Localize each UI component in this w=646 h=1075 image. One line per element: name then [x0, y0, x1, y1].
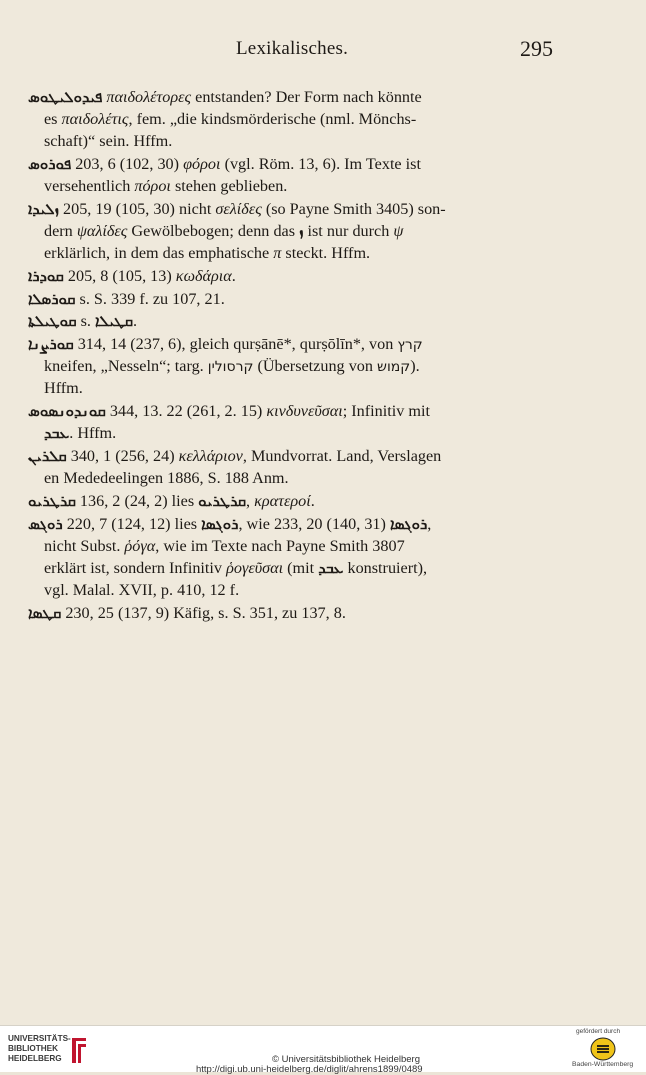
entry-line [28, 265, 564, 287]
entry-line [28, 333, 564, 355]
syriac-term: ܪܘܓܣܐ [389, 514, 428, 533]
hebrew-term: קרסולין [207, 359, 254, 376]
syriac-term: ܦܝܕܘܠܝܛܘܣ [28, 88, 103, 106]
entry-line [28, 175, 564, 197]
entry-line [28, 153, 564, 175]
entry-text: 220, 7 (124, 12) lies [62, 514, 202, 533]
entry-text: ist nur durch [303, 222, 394, 241]
lexicon-entry [28, 400, 564, 444]
syriac-term: ܩܪܛܪܝܘ [198, 491, 247, 510]
entry-text: , [246, 491, 255, 510]
entry-text: nicht Subst. [44, 536, 125, 555]
lexicon-entry [28, 86, 564, 153]
library-emblem-icon [68, 1036, 90, 1066]
sponsor-name: Baden-Württemberg [572, 1061, 634, 1068]
entry-line [28, 579, 564, 601]
entry-text: . [310, 491, 315, 510]
syriac-term: ܩܠܪܝܢ [28, 447, 67, 465]
entry-text: . [133, 312, 138, 331]
entry-line [28, 198, 564, 220]
entry-line [28, 220, 564, 242]
syriac-term: ܥܒܕ [318, 558, 344, 577]
entry-text: (Übersetzung von [253, 357, 378, 376]
page-number: 295 [520, 36, 553, 61]
lexicon-entry [28, 310, 564, 332]
entry-text: erklärt ist, sondern Infinitiv [44, 558, 227, 577]
greek-term: ῥόγα [124, 536, 156, 555]
entry-text: (so Payne Smith 3405) son- [261, 199, 446, 218]
syriac-term: ܙܠܝܕܐ [28, 199, 59, 218]
entry-line [28, 422, 564, 444]
viewer-footer [0, 1025, 646, 1075]
entry-text: , wie 233, 20 (140, 31) [238, 514, 390, 533]
sponsor-block [572, 1028, 642, 1070]
syriac-term: ܪܘܓܣܐ [201, 514, 239, 533]
entry-text: konstruiert), [343, 558, 428, 577]
entry-text: en Mededeelingen 1886, S. 188 Anm. [44, 469, 289, 488]
syriac-term: ܙ [299, 222, 304, 241]
syriac-term: ܩܘܪܣܠܐ [28, 289, 76, 308]
entry-text: 203, 6 (102, 30) [71, 155, 184, 174]
entry-text: 230, 25 (137, 9) Käfig, s. S. 351, zu 137, 8. [61, 603, 346, 622]
hebrew-term: קרץ [397, 337, 423, 354]
entry-line [28, 355, 564, 377]
greek-term: ψαλίδες [76, 222, 128, 241]
entry-text: , wie im Texte nach Payne Smith 3807 [155, 536, 405, 555]
lexicon-entry [28, 513, 564, 602]
greek-term: κελλάριον [178, 447, 243, 465]
greek-term: φόροι [183, 155, 221, 174]
greek-term: π [273, 244, 282, 263]
entry-text: steckt. Hffm. [281, 244, 371, 263]
entry-text: (mit [283, 558, 319, 577]
entry-text: 340, 1 (256, 24) [66, 447, 179, 465]
entry-text: vgl. Malal. XVII, p. 410, 12 f. [44, 581, 240, 600]
entry-line [28, 513, 564, 535]
entry-text: 344, 13. 22 (261, 2. 15) [105, 402, 267, 421]
entry-text: entstanden? Der Form nach könnte [191, 88, 422, 106]
entry-text: versehentlich [44, 177, 135, 196]
lexicon-entry [28, 490, 564, 512]
entry-line [28, 310, 564, 332]
syriac-term: ܩܘܪܨܢܐ [28, 335, 74, 354]
syriac-term: ܩܛܝܠܐ [95, 312, 134, 331]
entry-text: . [231, 267, 236, 285]
entry-text: 314, 14 (237, 6), gleich qurṣānē*, qurṣōlīn*, von [73, 335, 398, 354]
entry-line [28, 602, 564, 624]
entry-text: 136, 2 (24, 2) lies [75, 491, 199, 510]
entry-text: kneifen, „Nesseln“; targ. [44, 357, 208, 376]
entry-text: stehen geblieben. [170, 177, 288, 196]
running-title: Lexikalisches. [236, 38, 349, 59]
greek-term: σελίδες [215, 199, 262, 218]
syriac-term: ܦܘܪܘܣ [28, 155, 72, 174]
entry-line [28, 490, 564, 512]
lexicon-entry [28, 333, 564, 400]
syriac-term: ܪܘܓܣ [28, 514, 63, 533]
lexicon-entry [28, 445, 564, 489]
lexicon-entry [28, 265, 564, 287]
greek-term: κωδάρια [175, 267, 232, 285]
entry-text: ). [410, 357, 420, 376]
lexicon-entries [28, 86, 564, 625]
page-header [0, 38, 646, 68]
syriac-term: ܥܒܕ [44, 424, 70, 443]
entry-line [28, 535, 564, 557]
syriac-term: ܩܘܢܕܘܢܣܘܣ [28, 402, 106, 421]
copyright-text: © Universitätsbibliothek Heidelberg [272, 1054, 420, 1065]
permalink[interactable]: http://digi.ub.uni-heidelberg.de/diglit/ahrens1899/0489 [196, 1064, 423, 1075]
greek-term: πόροι [134, 177, 171, 196]
greek-term: ψ [393, 222, 404, 241]
greek-term: κρατεροί [254, 491, 311, 510]
greek-term: ῥογεῦσαι [226, 558, 284, 577]
entry-text: , fem. „die kindsmörderische (nml. Mönchs- [128, 110, 417, 129]
entry-text: , [427, 514, 432, 533]
entry-text: (vgl. Röm. 13, 6). Im Texte ist [220, 155, 421, 174]
greek-term: παιδολέτις [61, 110, 129, 129]
entry-text: es [44, 110, 62, 129]
greek-term: παιδολέτορες [106, 88, 192, 106]
syriac-term: ܩܛܣܐ [28, 603, 62, 622]
lexicon-entry [28, 153, 564, 197]
state-coat-of-arms-icon [590, 1037, 616, 1061]
entry-text: Hffm. [44, 379, 83, 398]
lexicon-entry [28, 602, 564, 624]
lexicon-entry [28, 198, 564, 265]
entry-text: s. S. 339 f. zu 107, 21. [75, 289, 225, 308]
syriac-term: ܩܪܛܪܝܘ [28, 491, 76, 510]
entry-text: . Hffm. [69, 424, 117, 443]
lexicon-entry [28, 288, 564, 310]
entry-text: Gewölbebogen; denn das [127, 222, 300, 241]
entry-text: 205, 8 (105, 13) [63, 267, 176, 285]
greek-term: κινδυνεῦσαι [266, 402, 343, 421]
entry-line [28, 445, 564, 467]
library-logo[interactable] [8, 1034, 92, 1068]
entry-line [28, 557, 564, 579]
entry-line [28, 108, 564, 130]
entry-line [28, 242, 564, 264]
entry-line [28, 467, 564, 489]
entry-text: 205, 19 (105, 30) nicht [58, 199, 216, 218]
sponsor-caption: gefördert durch [576, 1028, 621, 1035]
hebrew-term: קמוש [377, 359, 411, 376]
syriac-term: ܩܘܛܝܠܬܐ [28, 312, 77, 331]
entry-text: erklärlich, in dem das emphatische [44, 244, 274, 263]
entry-line [28, 130, 564, 152]
library-name: UNIVERSITÄTS- BIBLIOTHEK HEIDELBERG [8, 1034, 71, 1063]
entry-line [28, 86, 564, 108]
entry-text: schaft)“ sein. Hffm. [44, 132, 173, 151]
entry-text: ; Infinitiv mit [342, 402, 430, 421]
entry-line [28, 288, 564, 310]
entry-line [28, 400, 564, 422]
entry-text: , Mundvorrat. Land, Verslagen [242, 447, 442, 465]
entry-text: s. [76, 312, 96, 331]
entry-line [28, 377, 564, 399]
entry-text: dern [44, 222, 77, 241]
syriac-term: ܩܘܕܪܐ [28, 267, 64, 285]
